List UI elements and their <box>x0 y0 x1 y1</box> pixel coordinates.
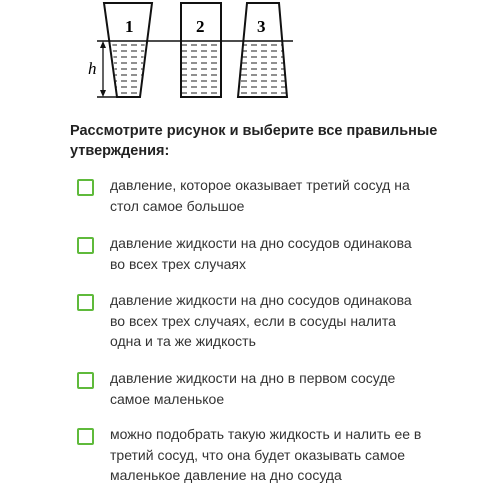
vessel-label-2: 2 <box>196 17 205 36</box>
answer-option-text: давление жидкости на дно в первом сосуде самое маленькое <box>110 370 396 407</box>
height-arrow <box>100 41 106 97</box>
vessels-figure <box>0 0 495 115</box>
answer-option-text: давление жидкости на дно сосудов одинакова во всех трех случаях <box>110 235 412 272</box>
checkbox[interactable] <box>77 237 94 254</box>
checkbox[interactable] <box>77 372 94 389</box>
checkbox[interactable] <box>77 428 94 445</box>
answer-option-text: давление, которое оказывает третий сосуд на стол самое большое <box>110 177 410 214</box>
vessel-label-1: 1 <box>125 17 134 36</box>
vessel-label-3: 3 <box>257 17 266 36</box>
answer-option-text: давление жидкости на дно сосудов одинакова во всех трех случаях, если в сосуды налита одна и та же жидкость <box>110 292 412 349</box>
question-text: Рассмотрите рисунок и выберите все правильные утверждения: <box>70 123 438 159</box>
checkbox[interactable] <box>77 294 94 311</box>
checkbox[interactable] <box>77 179 94 196</box>
answer-option-text: можно подобрать такую жидкость и налить ее в третий сосуд, что она будет оказывать самое маленькое давление на дно сосуда <box>110 426 422 483</box>
height-label: h <box>88 59 97 78</box>
